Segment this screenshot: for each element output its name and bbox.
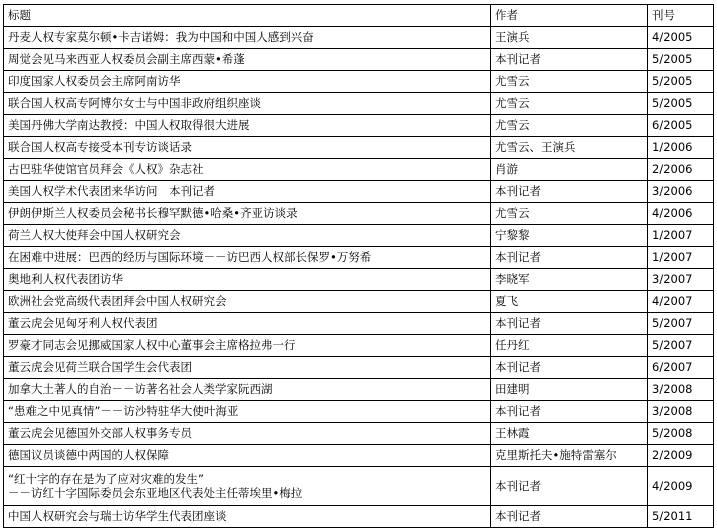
cell-issue: 2/2009 [648,445,714,467]
cell-author: 王演兵 [491,27,648,49]
cell-author: 尤雪云 [491,203,648,225]
table-row [4,506,714,528]
cell-issue: 5/2005 [648,71,714,93]
cell-issue: 4/2009 [648,467,714,506]
cell-author: 任丹红 [491,335,648,357]
cell-author: 本刊记者 [491,313,648,335]
table-row [4,225,714,247]
cell-title: 联合国人权高专接受本刊专访谈话录 [4,137,491,159]
cell-issue: 5/2007 [648,313,714,335]
cell-title: 联合国人权高专阿博尔女士与中国非政府组织座谈 [4,93,491,115]
cell-title: 罗豪才同志会见挪威国家人权中心董事会主席格拉弗一行 [4,335,491,357]
cell-issue: 6/2007 [648,357,714,379]
table-row [4,445,714,467]
table-row [4,115,714,137]
cell-issue: 5/2008 [648,423,714,445]
table-row [4,247,714,269]
cell-title: 周觉会见马来西亚人权委员会副主席西蒙•希蓬 [4,49,491,71]
cell-issue: 3/2006 [648,181,714,203]
header-row [4,5,714,27]
cell-title: 伊朗伊斯兰人权委员会秘书长穆罕默德•哈桑•齐亚访谈录 [4,203,491,225]
table-row [4,71,714,93]
header-title: 标题 [4,5,491,27]
table-row [4,203,714,225]
cell-issue: 3/2008 [648,401,714,423]
table-row [4,27,714,49]
cell-author: 尤雪云 [491,93,648,115]
table-row [4,291,714,313]
cell-author: 尤雪云 [491,71,648,93]
cell-issue: 1/2007 [648,247,714,269]
cell-author: 尤雪云、王演兵 [491,137,648,159]
cell-title: 欧洲社会党高级代表团拜会中国人权研究会 [4,291,491,313]
table-row [4,467,714,506]
cell-issue: 5/2011 [648,506,714,528]
cell-author: 克里斯托夫•施特雷塞尔 [491,445,648,467]
cell-issue: 5/2007 [648,335,714,357]
cell-issue: 1/2006 [648,137,714,159]
cell-title: “红十字的存在是为了应对灾难的发生” －－访红十字国际委员会东亚地区代表处主任蒂埃里•梅拉 [4,467,491,506]
cell-author: 夏飞 [491,291,648,313]
table-row [4,335,714,357]
cell-author: 本刊记者 [491,506,648,528]
table-row [4,137,714,159]
cell-title: 董云虎会见荷兰联合国学生会代表团 [4,357,491,379]
cell-author: 宁黎黎 [491,225,648,247]
cell-title: 德国议员谈德中两国的人权保障 [4,445,491,467]
table-row [4,357,714,379]
cell-author: 本刊记者 [491,247,648,269]
cell-issue: 4/2006 [648,203,714,225]
cell-title: 古巴驻华使馆官员拜会《人权》杂志社 [4,159,491,181]
cell-author: 尤雪云 [491,115,648,137]
cell-title: 董云虎会见德国外交部人权事务专员 [4,423,491,445]
cell-issue: 6/2005 [648,115,714,137]
articles-table [3,4,714,528]
cell-author: 李晓军 [491,269,648,291]
cell-author: 肖游 [491,159,648,181]
cell-title: 加拿大土著人的自治－－访著名社会人类学家阮西湖 [4,379,491,401]
cell-author: 本刊记者 [491,181,648,203]
cell-issue: 5/2005 [648,49,714,71]
cell-issue: 4/2007 [648,291,714,313]
cell-title: 美国丹佛大学南达教授：中国人权取得很大进展 [4,115,491,137]
table-row [4,159,714,181]
cell-title: 中国人权研究会与瑞士访华学生代表团座谈 [4,506,491,528]
cell-issue: 2/2006 [648,159,714,181]
cell-issue: 4/2005 [648,27,714,49]
cell-title: 荷兰人权大使拜会中国人权研究会 [4,225,491,247]
table-row [4,49,714,71]
cell-author: 本刊记者 [491,467,648,506]
cell-title: 奥地利人权代表团访华 [4,269,491,291]
cell-author: 本刊记者 [491,401,648,423]
cell-author: 王林霞 [491,423,648,445]
table-row [4,269,714,291]
cell-issue: 1/2007 [648,225,714,247]
cell-author: 本刊记者 [491,49,648,71]
table-row [4,181,714,203]
table-row [4,379,714,401]
cell-author: 本刊记者 [491,357,648,379]
table-row [4,423,714,445]
cell-title: 董云虎会见匈牙利人权代表团 [4,313,491,335]
cell-title: 美国人权学术代表团来华访问 本刊记者 [4,181,491,203]
cell-title: 印度国家人权委员会主席阿南访华 [4,71,491,93]
cell-issue: 3/2008 [648,379,714,401]
cell-author: 田建明 [491,379,648,401]
header-author: 作者 [491,5,648,27]
cell-title: 在困难中进展：巴西的经历与国际环境－－访巴西人权部长保罗•万努希 [4,247,491,269]
cell-title: 丹麦人权专家莫尔顿•卡吉诺姆：我为中国和中国人感到兴奋 [4,27,491,49]
cell-title: “患难之中见真情”－－访沙特驻华大使叶海亚 [4,401,491,423]
header-issue: 刊号 [648,5,714,27]
table-row [4,401,714,423]
table-row [4,93,714,115]
table-row [4,313,714,335]
cell-issue: 5/2005 [648,93,714,115]
articles-table-body [4,5,714,528]
cell-issue: 3/2007 [648,269,714,291]
